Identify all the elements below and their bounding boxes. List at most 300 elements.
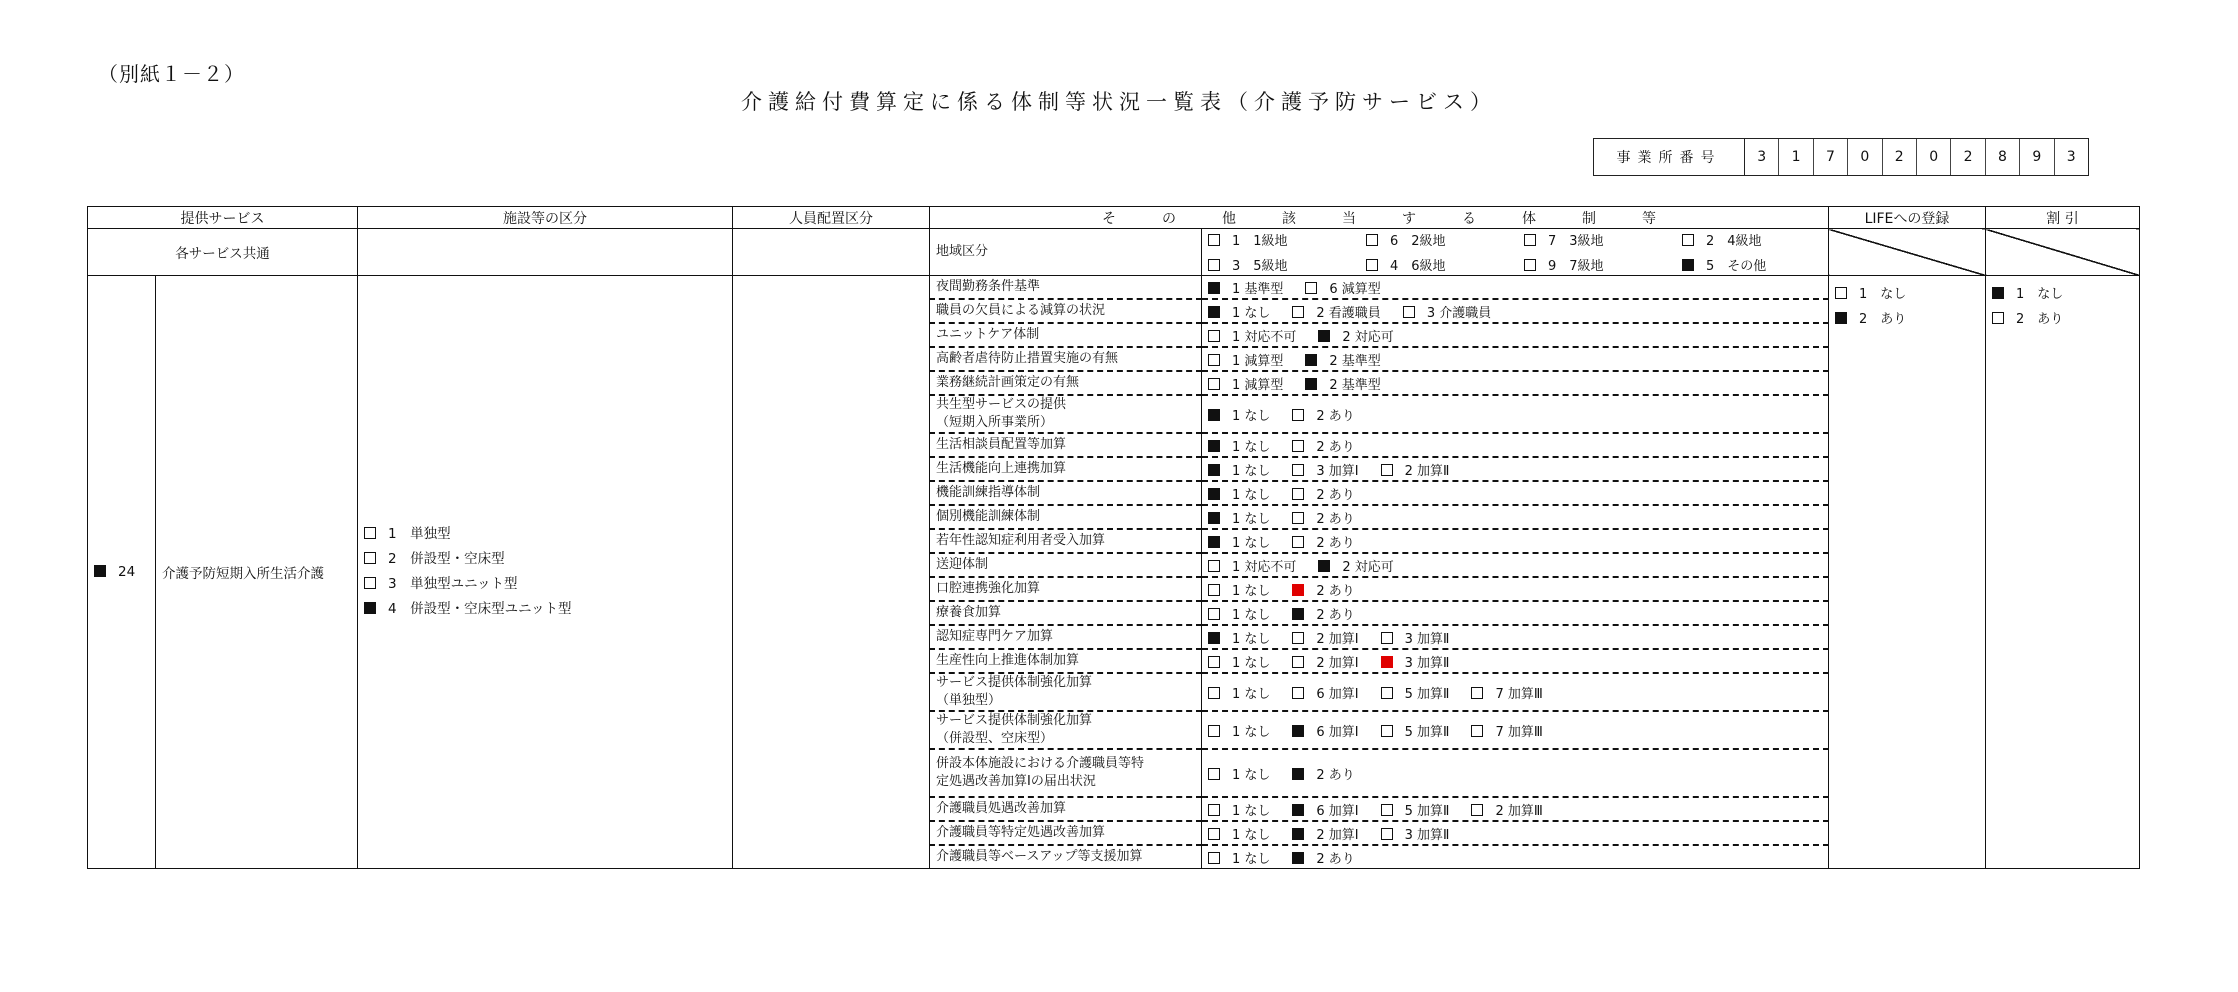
option-label: 2 併設型・空床型 [388,551,505,567]
option[interactable] [1208,484,1270,503]
option[interactable] [1992,307,2063,332]
item-name: 介護職員等特定処遇改善加算 [936,825,1106,841]
item-label [930,457,1202,481]
checked-box-icon[interactable] [1208,282,1220,294]
common-staff-cell [733,229,930,276]
header-other-char: 制 [1582,210,1596,227]
office-digit: 3 [1745,139,1779,175]
option[interactable] [1292,405,1354,424]
office-digit: 3 [2066,149,2076,165]
option-label: 2 加算Ⅰ [1316,655,1359,671]
item-label [930,276,1202,300]
unchecked-box-icon[interactable] [1381,464,1393,476]
header-other-char: 該 [1282,210,1296,227]
option[interactable] [1305,350,1380,369]
option-label: 1 なし [1232,583,1271,599]
unchecked-box-icon[interactable] [1208,768,1220,780]
item-label [930,649,1202,673]
option[interactable] [1292,683,1358,702]
item-label [930,323,1202,347]
unchecked-box-icon[interactable] [1208,259,1220,271]
option[interactable] [1208,556,1296,575]
service-checkbox-cell[interactable] [88,276,156,869]
checked-box-icon[interactable] [1292,768,1304,780]
item-name: 介護職員等ベースアップ等支援加算 [936,849,1143,865]
checked-box-icon[interactable] [1292,584,1304,596]
unchecked-box-icon[interactable] [1208,852,1220,864]
unchecked-box-icon[interactable] [1381,828,1393,840]
header-facility: 施設等の区分 [358,207,733,229]
unchecked-box-icon[interactable] [1524,234,1536,246]
header-discount: 割 引 [1986,207,2140,229]
option-label: 7 3級地 [1548,234,1604,249]
unchecked-box-icon[interactable] [1208,234,1220,246]
item-label [930,711,1202,749]
unchecked-box-icon[interactable] [1305,282,1317,294]
service-name: 介護予防短期入所生活介護 [156,276,358,869]
unchecked-box-icon[interactable] [1471,687,1483,699]
option[interactable] [1292,460,1358,479]
option-label: 1 なし [1232,408,1271,424]
unchecked-box-icon[interactable] [1381,804,1393,816]
option[interactable] [1992,282,2063,307]
unchecked-box-icon[interactable] [1292,409,1304,421]
item-label [930,505,1202,529]
item-name-sub: （併設型、空床型） [936,731,1054,746]
option[interactable] [1381,652,1450,671]
option[interactable] [1208,580,1270,599]
option[interactable] [1208,683,1270,702]
option-label: 6 加算Ⅰ [1316,686,1359,702]
option[interactable] [1381,721,1450,740]
item-options [1202,601,1829,625]
item-name: サービス提供体制強化加算 [936,675,1093,691]
option[interactable] [1208,508,1270,527]
item-label [930,481,1202,505]
header-other-char: 当 [1342,210,1356,227]
option-label: 1 対応不可 [1232,329,1297,345]
option[interactable] [1208,628,1270,647]
unchecked-box-icon[interactable] [1208,725,1220,737]
item-name: 機能訓練指導体制 [936,485,1041,501]
unchecked-box-icon[interactable] [1208,330,1220,342]
option-label: 3 加算Ⅱ [1404,631,1450,647]
option[interactable] [1208,800,1270,819]
option[interactable] [1366,255,1502,274]
option-label: 1 対応不可 [1232,559,1297,575]
item-options [1202,711,1829,749]
option[interactable] [1208,848,1270,867]
option-label: 2 対応可 [1342,559,1394,575]
option-label: 6 加算Ⅰ [1316,724,1359,740]
item-name: 業務継続計画策定の有無 [936,375,1080,391]
option[interactable] [1208,436,1270,455]
option-label: 2 看護職員 [1316,305,1381,321]
item-label [930,529,1202,553]
unchecked-box-icon[interactable] [1471,725,1483,737]
option[interactable] [1471,800,1542,819]
option[interactable] [1381,800,1450,819]
option-label: 2 加算Ⅰ [1316,631,1359,647]
item-options [1202,821,1829,845]
option[interactable] [1524,255,1660,274]
option[interactable] [1682,230,1820,249]
discount-options [1986,276,2140,869]
option-label: 1 なし [1232,305,1271,321]
checked-box-icon[interactable] [1992,287,2004,299]
option[interactable] [1318,556,1393,575]
office-number-label: 事業所番号 [1594,139,1745,175]
unchecked-box-icon[interactable] [1292,306,1304,318]
office-digit: 0 [1848,139,1882,175]
office-digit: 9 [2020,139,2054,175]
option-label: 2 あり [2016,312,2064,327]
item-label [930,797,1202,821]
option[interactable] [1835,307,1906,332]
option-label: 1 なし [1232,535,1271,551]
unchecked-box-icon[interactable] [1292,536,1304,548]
unchecked-box-icon[interactable] [364,577,376,589]
checked-box-icon[interactable] [1381,656,1393,668]
item-name: 認知症専門ケア加算 [936,629,1054,645]
unchecked-box-icon[interactable] [1292,512,1304,524]
item-options [1202,797,1829,821]
option[interactable] [1292,484,1354,503]
item-options [1202,625,1829,649]
unchecked-box-icon[interactable] [1992,312,2004,324]
item-options [1202,649,1829,673]
checked-box-icon[interactable] [364,602,376,614]
header-other-char: 体 [1522,210,1536,227]
unchecked-box-icon[interactable] [1292,656,1304,668]
header-service: 提供サービス [88,207,358,229]
item-name: 療養食加算 [936,605,1002,621]
item-name: 口腔連携強化加算 [936,581,1041,597]
option[interactable] [1403,302,1491,321]
option[interactable] [364,572,518,597]
office-digit: 8 [1986,139,2020,175]
checked-box-icon[interactable] [1208,632,1220,644]
life-option-row [1835,282,1979,307]
status-table [87,206,2140,869]
item-options [1202,433,1829,457]
office-digit: 2 [1951,139,1985,175]
item-name: 職員の欠員による減算の状況 [936,303,1106,319]
option[interactable] [1292,436,1354,455]
item-name: ユニットケア体制 [936,327,1040,343]
option[interactable] [1318,326,1393,345]
option[interactable] [1471,683,1542,702]
unchecked-box-icon[interactable] [1292,440,1304,452]
unchecked-box-icon[interactable] [1524,259,1536,271]
discount-common-cell [1986,229,2140,276]
option[interactable] [1305,278,1380,297]
item-name-sub: 定処遇改善加算Ⅰの届出状況 [936,774,1096,789]
option[interactable] [1208,764,1270,783]
option[interactable] [1381,683,1450,702]
item-name-sub: （単独型） [936,693,1002,708]
option[interactable] [1292,580,1354,599]
item-options [1202,276,1829,300]
checked-box-icon[interactable] [1292,852,1304,864]
option[interactable] [1208,326,1296,345]
checked-box-icon[interactable] [1208,512,1220,524]
checked-box-icon[interactable] [94,565,106,577]
header-other-char: 等 [1642,210,1656,227]
option-label: 3 加算Ⅱ [1404,827,1450,843]
item-options [1202,457,1829,481]
header-other-char: 他 [1222,210,1236,227]
option[interactable] [1471,721,1542,740]
item-options [1202,673,1829,711]
unchecked-box-icon[interactable] [1381,687,1393,699]
option-label: 1 なし [1232,767,1271,783]
checked-box-icon[interactable] [1292,828,1304,840]
item-label [930,577,1202,601]
item-options [1202,299,1829,323]
option-label: 1 基準型 [1232,281,1284,297]
item-options [1202,505,1829,529]
option-label: 2 あり [1316,583,1355,599]
option[interactable] [1292,532,1354,551]
option-label: 3 加算Ⅰ [1316,463,1359,479]
unchecked-box-icon[interactable] [1208,584,1220,596]
checked-box-icon[interactable] [1292,608,1304,620]
option-label: 2 あり [1316,851,1355,867]
item-label [930,845,1202,869]
option[interactable] [1292,652,1358,671]
option[interactable] [1292,721,1358,740]
unchecked-box-icon[interactable] [1403,306,1415,318]
item-label [930,395,1202,433]
option-label: 7 加算Ⅲ [1495,724,1543,740]
option-label: 1 なし [1232,631,1271,647]
option-label: 1 なし [1232,511,1271,527]
unchecked-box-icon[interactable] [364,552,376,564]
unchecked-box-icon[interactable] [1682,234,1694,246]
option-label: 1 なし [1232,803,1271,819]
option-label: 3 単独型ユニット型 [388,576,518,592]
option[interactable] [1381,628,1450,647]
option[interactable] [1381,460,1450,479]
option-label: 2 あり [1316,511,1355,527]
checked-box-icon[interactable] [1208,536,1220,548]
option-label: 3 介護職員 [1426,305,1492,321]
option-label: 5 加算Ⅱ [1404,803,1450,819]
checked-box-icon[interactable] [1208,306,1220,318]
staff-cell [733,276,930,869]
option-label: 1 単独型 [388,526,451,542]
checked-box-icon[interactable] [1682,259,1694,271]
option-label: 1 なし [1232,607,1271,623]
option[interactable] [1208,721,1270,740]
header-other-char: す [1402,210,1416,227]
option-label: 6 加算Ⅰ [1316,803,1359,819]
item-label [930,673,1202,711]
option[interactable] [1292,302,1380,321]
unchecked-box-icon[interactable] [1292,464,1304,476]
option[interactable] [1208,604,1270,623]
unchecked-box-icon[interactable] [1835,287,1847,299]
item-label [930,299,1202,323]
option-label: 2 4級地 [1706,234,1762,249]
option-label: 1 なし [1232,827,1271,843]
option[interactable] [1835,282,1906,307]
unchecked-box-icon[interactable] [1292,687,1304,699]
discount-option-row [1992,307,2133,332]
header-other-char: る [1462,210,1476,227]
option[interactable] [1208,824,1270,843]
office-digit: 1 [1779,139,1813,175]
unchecked-box-icon[interactable] [1208,354,1220,366]
option[interactable] [1208,302,1270,321]
facility-option-row [364,572,726,597]
checked-box-icon[interactable] [1318,560,1330,572]
item-options [1202,323,1829,347]
header-life: LIFEへの登録 [1829,207,1986,229]
common-facility-cell [358,229,733,276]
checked-box-icon[interactable] [1305,378,1317,390]
item-options [1202,371,1829,395]
option-label: 2 基準型 [1329,353,1381,369]
unchecked-box-icon[interactable] [1208,608,1220,620]
option-label: 4 6級地 [1390,259,1446,274]
unchecked-box-icon[interactable] [1208,656,1220,668]
item-label [930,433,1202,457]
option[interactable] [1208,350,1283,369]
option[interactable] [1208,374,1283,393]
header-staff: 人員配置区分 [733,207,930,229]
option[interactable] [1208,652,1270,671]
service-code: 24 [118,564,136,580]
service-check[interactable] [94,564,135,580]
unchecked-box-icon[interactable] [1292,632,1304,644]
checked-box-icon[interactable] [1292,725,1304,737]
item-label [930,821,1202,845]
option[interactable] [1208,230,1344,249]
item-options [1202,845,1829,869]
life-common-cell [1829,229,1986,276]
option[interactable] [1292,824,1358,843]
option[interactable] [1292,508,1354,527]
checked-box-icon[interactable] [1208,464,1220,476]
option[interactable] [1292,628,1358,647]
option[interactable] [364,522,451,547]
checked-box-icon[interactable] [1292,804,1304,816]
option[interactable] [1208,405,1270,424]
option-label: 9 7級地 [1548,259,1604,274]
unchecked-box-icon[interactable] [364,527,376,539]
unchecked-box-icon[interactable] [1471,804,1483,816]
option-label: 2 あり [1316,535,1355,551]
option[interactable] [1292,800,1358,819]
unchecked-box-icon[interactable] [1208,560,1220,572]
option-label: 2 あり [1316,487,1355,503]
option[interactable] [1208,532,1270,551]
option-label: 2 あり [1316,767,1355,783]
option-label: 1 なし [1232,851,1271,867]
unchecked-box-icon[interactable] [1292,488,1304,500]
checked-box-icon[interactable] [1318,330,1330,342]
option[interactable] [364,597,572,622]
option[interactable] [1208,278,1283,297]
option-label: 5 加算Ⅱ [1404,686,1450,702]
checked-box-icon[interactable] [1835,312,1847,324]
unchecked-box-icon[interactable] [1208,687,1220,699]
option-label: 2 対応可 [1342,329,1394,345]
unchecked-box-icon[interactable] [1366,234,1378,246]
option[interactable] [1381,824,1450,843]
option-label: 1 なし [1859,287,1907,302]
item-name: 若年性認知症利用者受入加算 [936,533,1106,549]
option[interactable] [1305,374,1380,393]
option[interactable] [1524,230,1660,249]
item-label [930,601,1202,625]
unchecked-box-icon[interactable] [1381,725,1393,737]
item-label [930,625,1202,649]
checked-box-icon[interactable] [1208,440,1220,452]
unchecked-box-icon[interactable] [1208,804,1220,816]
unchecked-box-icon[interactable] [1208,378,1220,390]
option[interactable] [1682,255,1820,274]
unchecked-box-icon[interactable] [1381,632,1393,644]
item-options [1202,395,1829,433]
item-label [930,347,1202,371]
option[interactable] [1366,230,1502,249]
option-label: 2 あり [1859,312,1907,327]
discount-option-row [1992,282,2133,307]
checked-box-icon[interactable] [1208,488,1220,500]
item-name: 共生型サービスの提供 [936,397,1067,413]
option-label: 2 基準型 [1329,377,1381,393]
option-label: 5 その他 [1706,259,1767,274]
common-service-label: 各サービス共通 [88,229,358,276]
option-label: 1 なし [1232,487,1271,503]
option[interactable] [1292,764,1354,783]
document-tag: （別紙１－２） [98,62,245,86]
item-name: 生産性向上推進体制加算 [936,653,1080,669]
office-digit: 0 [1917,139,1951,175]
item-name: 送迎体制 [936,557,989,573]
office-digit: 7 [1814,139,1848,175]
option[interactable] [364,547,505,572]
option-label: 1 なし [2016,287,2064,302]
unchecked-box-icon[interactable] [1366,259,1378,271]
header-other-char: の [1162,210,1176,227]
option[interactable] [1208,460,1270,479]
option-label: 7 加算Ⅲ [1495,686,1543,702]
option-label: 2 あり [1316,439,1355,455]
item-name: 個別機能訓練体制 [936,509,1041,525]
facility-options [358,276,733,869]
checked-box-icon[interactable] [1208,409,1220,421]
item-name: 高齢者虐待防止措置実施の有無 [936,351,1119,367]
option[interactable] [1208,255,1344,274]
option-label: 2 あり [1316,408,1355,424]
option[interactable] [1292,848,1354,867]
option-label: 4 併設型・空床型ユニット型 [388,601,572,617]
checked-box-icon[interactable] [1305,354,1317,366]
option-label: 1 なし [1232,724,1271,740]
office-digit: 2 [1883,139,1917,175]
option[interactable] [1292,604,1354,623]
unchecked-box-icon[interactable] [1208,828,1220,840]
item-options [1202,481,1829,505]
item-name: 介護職員処遇改善加算 [936,801,1067,817]
option-label: 1 1級地 [1232,234,1288,249]
item-options [1202,577,1829,601]
region-item-label: 地域区分 [930,229,1202,276]
